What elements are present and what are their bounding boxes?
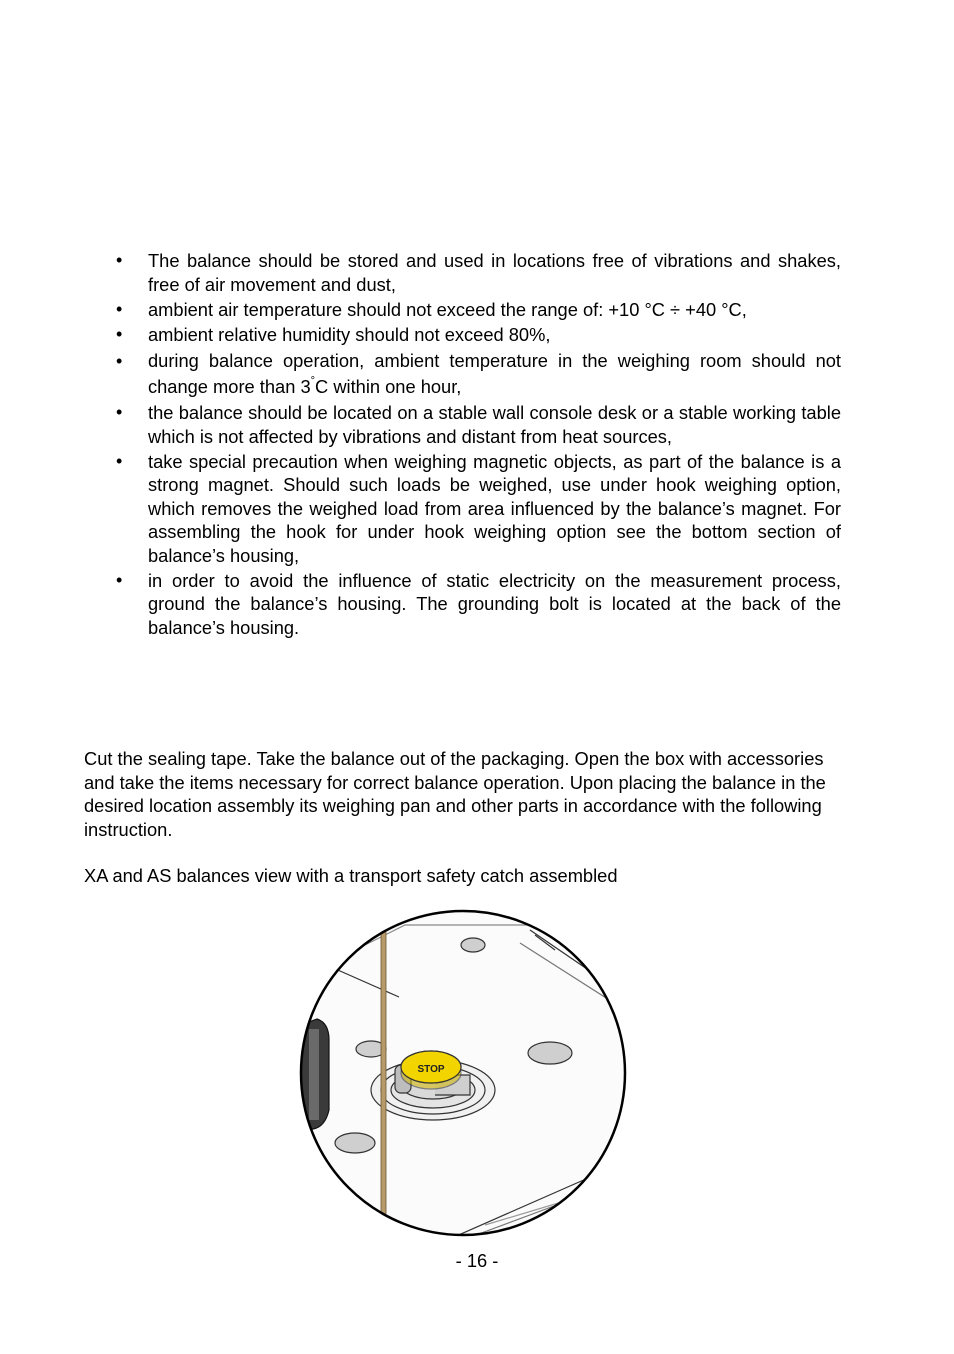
list-item-text: The balance should be stored and used in locations free of vibrations and shakes, free of air movement and dust, [148, 250, 841, 295]
bullet-icon: • [116, 402, 123, 422]
list-item-text: during balance operation, ambient temperature in the weighing room should not change more than 3 [148, 349, 841, 397]
list-item [110, 323, 841, 347]
bullet-icon: • [116, 350, 123, 371]
list-item [110, 450, 841, 568]
bullet-icon: • [116, 298, 123, 319]
bullet-icon: • [116, 450, 123, 471]
list-item-text: the balance should be located on a stable wall console desk or a stable working table which is not affected by vibrations and distant from heat sources, [148, 402, 841, 447]
requirements-list [110, 249, 841, 641]
figure-caption: XA and AS balances view with a transport safety catch assembled [84, 865, 618, 886]
catch-label: STOP [417, 1064, 445, 1075]
list-item [110, 249, 841, 296]
list-item-text: ambient relative humidity should not exceed 80%, [148, 323, 551, 345]
balance-transport-catch-illustration [295, 905, 631, 1241]
list-item [110, 401, 841, 448]
list-item-text: ambient air temperature should not exceed the range of: +10 °C ÷ +40 °C, [148, 298, 747, 320]
bullet-icon: • [116, 569, 123, 590]
list-item [110, 569, 841, 640]
list-item-text-tail: C within one hour, [315, 375, 462, 397]
degree-sign: ° [310, 374, 316, 387]
bullet-icon: • [116, 250, 123, 270]
unpacking-instructions: Cut the sealing tape. Take the balance out of the packaging. Open the box with accessories and take the items necessary for correct balance operation. Upon placing the balance in the desired location assembly its weighing pan and other parts in accordance with the following instruction. [84, 748, 826, 840]
list-item-text: in order to avoid the influence of static electricity on the measurement process, ground the balance’s housing. The grounding bolt is located at the back of the balance’s housing. [148, 569, 841, 638]
list-item [110, 298, 841, 322]
bullet-icon: • [116, 323, 123, 344]
list-item [110, 348, 841, 400]
list-item-text: take special precaution when weighing magnetic objects, as part of the balance is a strong magnet. Should such loads be weighed, use under hook weighing option, which removes the weighed load from area influenced by the balance’s magnet. For assembling the hook for under hook weighing option see the bottom section of balance’s housing, [148, 450, 841, 566]
page-number: - 16 - [455, 1250, 499, 1271]
